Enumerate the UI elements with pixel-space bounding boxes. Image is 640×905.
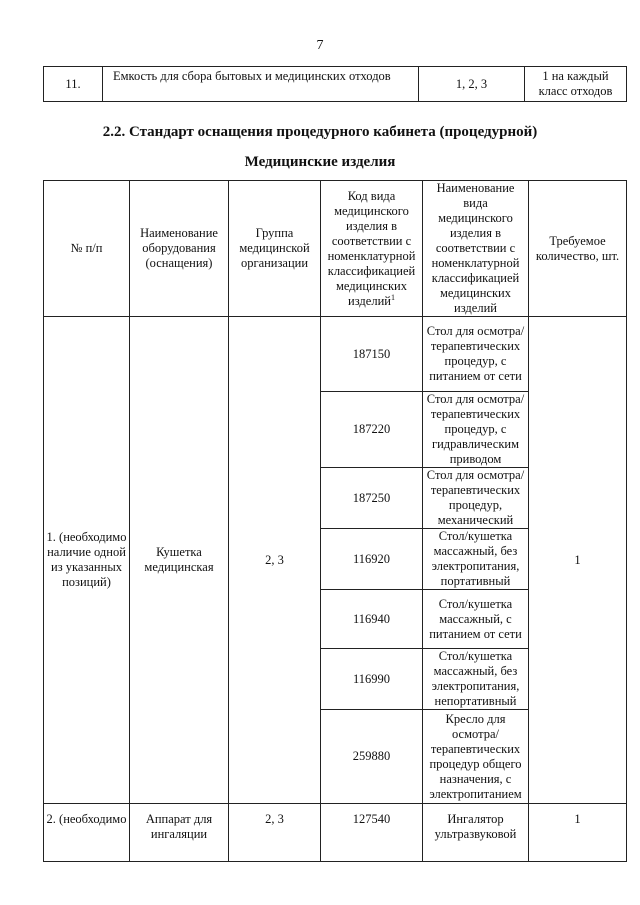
header-code [321, 181, 423, 317]
code-value: 116920 [321, 529, 423, 590]
header-name: Наименование вида медицинского изделия в соответствии с номенклатурной классификацией медицинских изделий [423, 181, 529, 317]
device-name: Стол для осмотра/ терапевтических процедур, с питанием от сети [423, 317, 529, 392]
group-value: 2, 3 [229, 804, 321, 862]
device-name: Стол/кушетка массажный, без электропитания, непортативный [423, 649, 529, 710]
device-name: Кресло для осмотра/ терапевтических процедур общего назначения, с электропитанием [423, 710, 529, 804]
header-qty: Требуемое количество, шт. [529, 181, 627, 317]
page-number: 7 [316, 38, 324, 53]
code-value: 187250 [321, 468, 423, 529]
code-value: 116940 [321, 590, 423, 649]
item-number: 2. (необходимо [44, 804, 130, 862]
equipment-name: Емкость для сбора бытовых и медицинских отходов [103, 67, 419, 102]
quantity-value: 1 на каждый класс отходов [525, 67, 627, 102]
code-value: 187220 [321, 392, 423, 468]
section-title: 2.2. Стандарт оснащения процедурного кабинета (процедурной) [102, 124, 538, 140]
table-row [44, 67, 627, 102]
code-value: 187150 [321, 317, 423, 392]
footnote-marker: 1 [390, 292, 395, 302]
group-value: 2, 3 [229, 317, 321, 804]
header-equipment: Наименование оборудования (оснащения) [130, 181, 229, 317]
code-value: 127540 [321, 804, 423, 862]
device-name: Стол/кушетка массажный, без электропитания, портативный [423, 529, 529, 590]
header-num: № п/п [44, 181, 130, 317]
header-group: Группа медицинской организации [229, 181, 321, 317]
row-number: 11. [44, 67, 103, 102]
equipment-table [43, 180, 627, 862]
table-row [44, 804, 627, 862]
device-name: Стол для осмотра/ терапевтических процедур, с гидравлическим приводом [423, 392, 529, 468]
device-name: Стол для осмотра/ терапевтических процедур, механический [423, 468, 529, 529]
group-value: 1, 2, 3 [419, 67, 525, 102]
subsection-title: Медицинские изделия [244, 154, 396, 170]
previous-table-row [43, 66, 627, 102]
device-name: Стол/кушетка массажный, с питанием от сети [423, 590, 529, 649]
quantity-value: 1 [529, 804, 627, 862]
code-value: 116990 [321, 649, 423, 710]
quantity-value: 1 [529, 317, 627, 804]
item-number: 1. (необходимо наличие одной из указанных позиций) [44, 317, 130, 804]
equipment-name: Кушетка медицинская [130, 317, 229, 804]
equipment-name: Аппарат для ингаляции [130, 804, 229, 862]
table-row [44, 317, 627, 392]
code-value: 259880 [321, 710, 423, 804]
table-header-row [44, 181, 627, 317]
device-name: Ингалятор ультразвуковой [423, 804, 529, 862]
header-code-text: Код вида медицинского изделия в соответствии с номенклатурной классификацией медицинских изделий [327, 188, 416, 308]
